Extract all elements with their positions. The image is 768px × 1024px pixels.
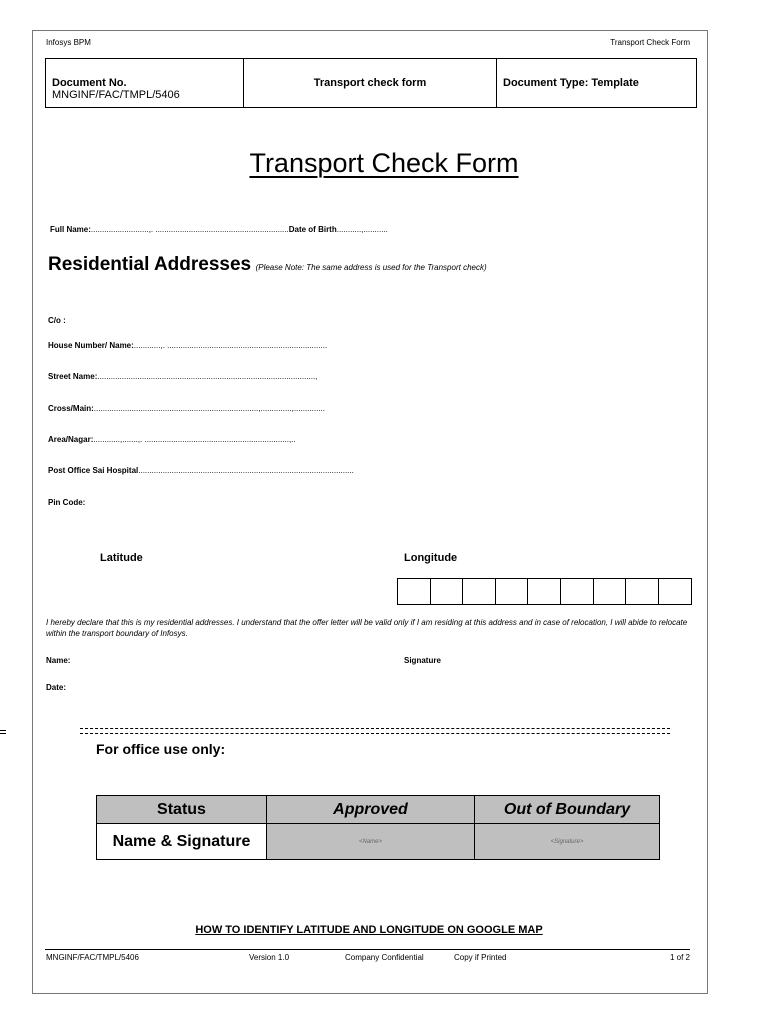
longitude-label: Longitude <box>404 552 458 564</box>
post-office-field[interactable]: ................................................................................................. <box>138 466 354 475</box>
full-name-label: Full Name: <box>50 225 91 234</box>
co-row <box>48 316 66 325</box>
name-signature-label: Name & Signature <box>97 824 267 860</box>
page-title: Transport Check Form <box>249 148 519 178</box>
house-label: House Number/ Name: <box>48 341 134 350</box>
full-name-field[interactable]: ..........................,. ............................................................ <box>90 225 289 234</box>
residential-note: (Please Note: The same address is used for the Transport check) <box>255 263 487 272</box>
footer-divider <box>45 949 690 950</box>
footer-doc-number: MNGINF/FAC/TMPL/5406 <box>46 953 139 962</box>
out-of-boundary-cell[interactable]: Out of Boundary <box>475 796 660 824</box>
office-use-heading: For office use only: <box>96 741 226 757</box>
longitude-box[interactable] <box>561 579 594 604</box>
longitude-box[interactable] <box>594 579 627 604</box>
separator-line <box>80 728 670 734</box>
longitude-box[interactable] <box>463 579 496 604</box>
date-label: Date: <box>46 683 67 692</box>
footer-confidential: Company Confidential <box>345 953 424 962</box>
cross-label: Cross/Main: <box>48 404 94 413</box>
status-header: Status <box>97 796 267 824</box>
cross-row <box>48 404 325 413</box>
longitude-box[interactable] <box>659 579 692 604</box>
longitude-grid <box>397 578 692 605</box>
declaration-text: I hereby declare that this is my residential addresses. I understand that the offer letter will be valid only if I am residing at this address and in case of relocation, I will abide to relocate within the transport boundary of Infosys. <box>46 618 688 638</box>
longitude-box[interactable] <box>431 579 464 604</box>
name-label: Name: <box>46 656 71 665</box>
pin-code-label: Pin Code: <box>48 498 86 507</box>
street-field[interactable]: .................................................................................................., <box>97 372 318 381</box>
longitude-box[interactable] <box>496 579 529 604</box>
longitude-box[interactable] <box>398 579 431 604</box>
document-title-cell: Transport check form <box>244 59 497 107</box>
document-number-value: MNGINF/FAC/TMPL/5406 <box>52 89 180 101</box>
footer-copy-note: Copy if Printed <box>454 953 507 962</box>
table-row <box>97 796 660 824</box>
longitude-box[interactable] <box>626 579 659 604</box>
signature-label: Signature <box>404 656 441 665</box>
footer-page-number: 1 of 2 <box>669 953 690 962</box>
post-office-label: Post Office Sai Hospital <box>48 466 139 475</box>
approved-cell[interactable]: Approved <box>267 796 475 824</box>
area-field[interactable]: ............,.......,. .................................................................,.. <box>93 435 296 444</box>
document-info-table <box>45 58 697 108</box>
footer-version: Version 1.0 <box>249 953 290 962</box>
document-number-cell <box>46 59 244 107</box>
dob-field[interactable]: ...........,........... <box>336 225 388 234</box>
area-label: Area/Nagar: <box>48 435 94 444</box>
table-row <box>97 824 660 860</box>
header-company: Infosys BPM <box>46 38 91 47</box>
separator-mark <box>0 730 6 734</box>
full-name-row <box>50 225 388 234</box>
cross-field[interactable]: ..........................................................................,..............,.............. <box>93 404 325 413</box>
house-field[interactable]: ............,. ........................................................................ <box>133 341 328 350</box>
residential-heading <box>48 254 487 276</box>
residential-title: Residential Addresses <box>48 254 252 275</box>
street-label: Street Name: <box>48 372 98 381</box>
post-office-row <box>48 466 354 475</box>
pin-code-row <box>48 498 85 507</box>
dob-label: Date of Birth <box>288 225 337 234</box>
name-placeholder-cell[interactable]: <Name> <box>267 824 475 860</box>
document-number-label: Document No. <box>52 77 127 89</box>
latitude-label: Latitude <box>100 552 143 564</box>
document-type-cell: Document Type: Template <box>503 77 639 89</box>
area-row <box>48 435 296 444</box>
how-to-heading: HOW TO IDENTIFY LATITUDE AND LONGITUDE ON GOOGLE MAP <box>195 924 543 936</box>
status-table <box>96 795 660 860</box>
street-row <box>48 372 317 381</box>
longitude-box[interactable] <box>528 579 561 604</box>
header-form-name: Transport Check Form <box>610 38 690 47</box>
house-row <box>48 341 327 350</box>
co-label: C/o : <box>48 316 66 325</box>
signature-placeholder-cell[interactable]: <Signature> <box>475 824 660 860</box>
